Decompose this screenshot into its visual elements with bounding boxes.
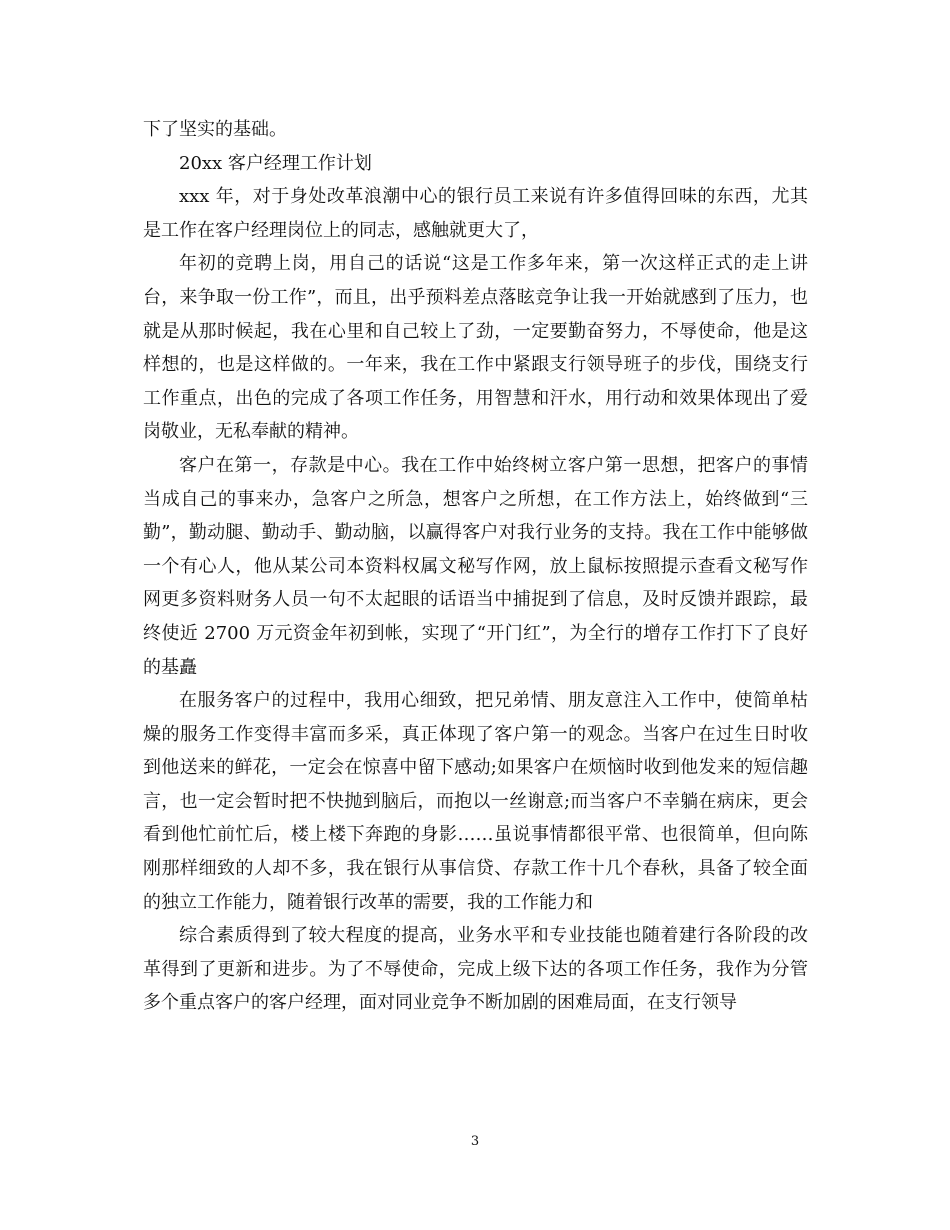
- paragraph-continuation: 下了坚实的基础。: [143, 119, 287, 140]
- paragraph-intro: xxx 年，对于身处改革浪潮中心的银行员工来说有许多值得回味的东西，尤其是工作在客户经理岗位上的同志，感触就更大了，: [143, 186, 808, 241]
- paragraph-customer-first: 客户在第一，存款是中心。我在工作中始终树立客户第一思想，把客户的事情当成自己的事来办，急客户之所急，想客户之所想，在工作方法上，始终做到“三勤”，勤动腿、勤动手、勤动脑，以赢得客户对我行业务的支持。我在工作中能够做一个有心人，他从某公司本资料权属文秘写作网，放上鼠标按照提示查看文秘写作网更多资料财务人员一句不太起眼的话语当中捕捉到了信息，及时反馈并跟踪，最终使近 2700 万元资金年初到帐，实现了“开门红”，为全行的增存工作打下了良好的基矗: [143, 454, 808, 678]
- paragraph-service: 在服务客户的过程中，我用心细致，把兄弟情、朋友意注入工作中，使简单枯燥的服务工作变得丰富而多采，真正体现了客户第一的观念。当客户在过生日时收到他送来的鲜花，一定会在惊喜中留下感动;如果客户在烦恼时收到他发来的短信趣言，也一定会暂时把不快抛到脑后，而抱以一丝谢意;而当客户不幸躺在病床，更会看到他忙前忙后，楼上楼下奔跑的身影……虽说事情都很平常、也很简单，但向陈刚那样细致的人却不多，我在银行从事信贷、存款工作十几个春秋，具备了较全面的独立工作能力，随着银行改革的需要，我的工作能力和: [143, 690, 808, 913]
- section-heading: 20xx 客户经理工作计划: [179, 152, 372, 174]
- document-body: [143, 113, 808, 1020]
- paragraph-competition: 年初的竞聘上岗，用自己的话说“这是工作多年来，第一次这样正式的走上讲台，来争取一份工作”，而且，出乎预料差点落眩竞争让我一开始就感到了压力，也就是从那时候起，我在心里和自己较上了劲，一定要勤奋努力，不辱使命，他是这样想的，也是这样做的。一年来，我在工作中紧跟支行领导班子的步伐，围绕支行工作重点，出色的完成了各项工作任务，用智慧和汗水，用行动和效果体现出了爱岗敬业，无私奉献的精神。: [143, 253, 808, 443]
- paragraph-quality: 综合素质得到了较大程度的提高，业务水平和专业技能也随着建行各阶段的改革得到了更新和进步。为了不辱使命，完成上级下达的各项工作任务，我作为分管多个重点客户的客户经理，面对同业竞争不断加剧的困难局面，在支行领导: [143, 925, 808, 1014]
- page-number: 3: [470, 1134, 480, 1149]
